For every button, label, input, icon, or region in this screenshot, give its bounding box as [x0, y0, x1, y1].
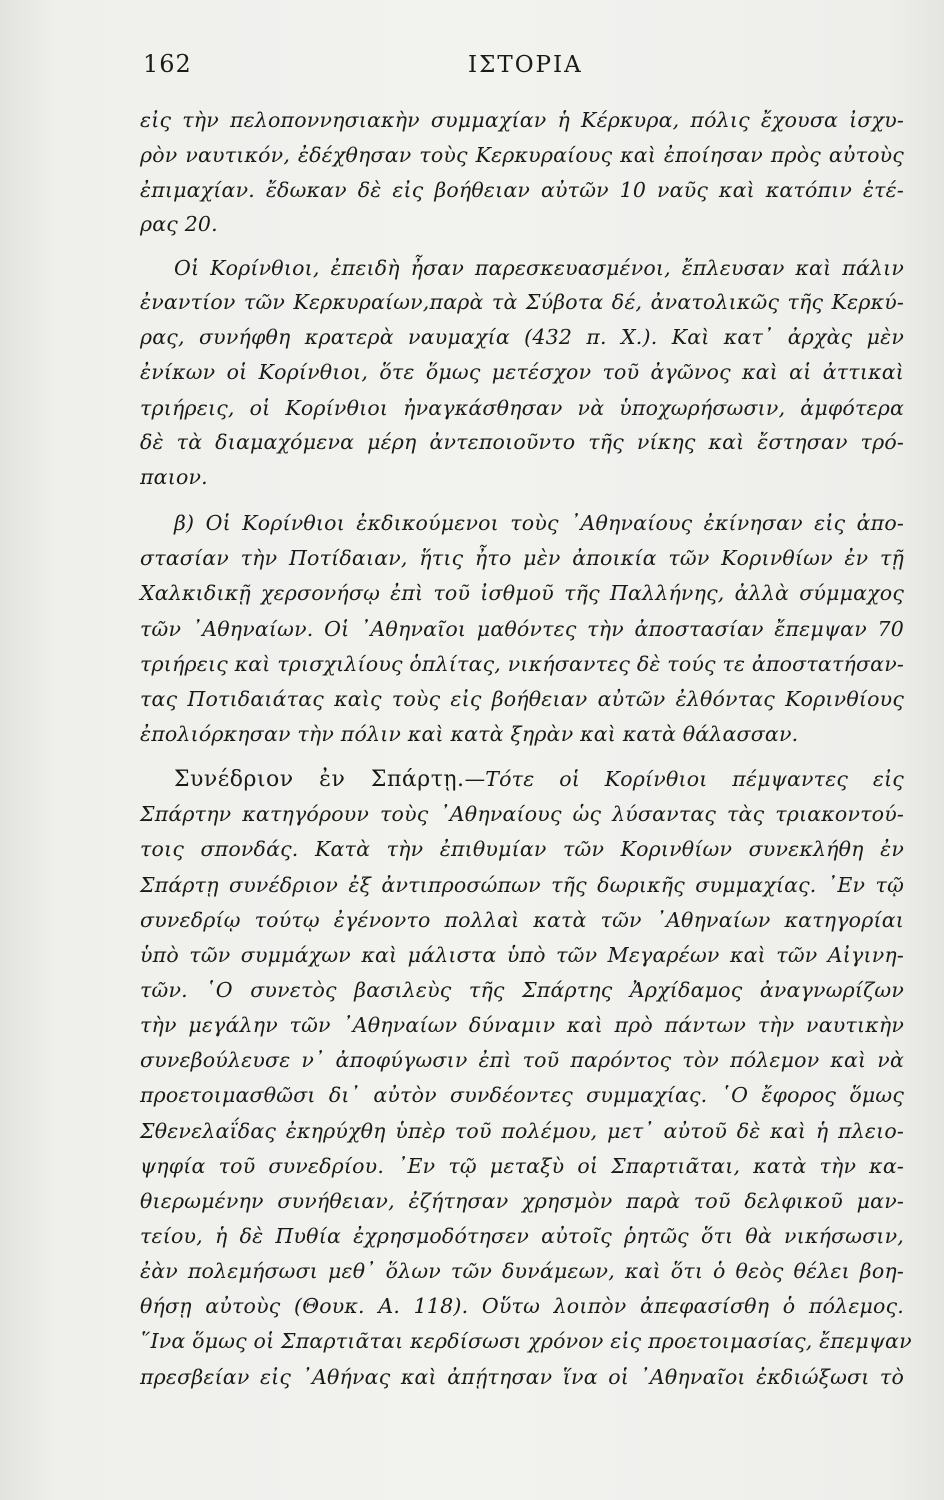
text-line: πρεσβείαν εἰς ᾿Αθήνας καὶ ἀπῄτησαν ἵνα οἱ ᾿Αθηναῖοι ἐκδιώξωσι τὸ: [140, 1365, 904, 1389]
section-heading: Συνέδριον ἐν Σπάρτῃ.: [174, 767, 465, 792]
text-line: Σπάρτῃ συνέδριον ἐξ ἀντιπροσώπων τῆς δωρικῆς συμμαχίας. ᾿Εν τῷ: [140, 873, 904, 897]
text-line: στασίαν τὴν Ποτίδαιαν, ἥτις ἦτο μὲν ἀποικία τῶν Κορινθίων ἐν τῇ: [140, 546, 904, 570]
text-line: τας Ποτιδαιάτας καὶς τοὺς εἰς βοήθειαν αὐτῶν ἐλθόντας Κορινθίους: [140, 687, 904, 711]
text-line: δὲ τὰ διαμαχόμενα μέρη ἀντεποιοῦντο τῆς νίκης καὶ ἔστησαν τρό-: [140, 430, 904, 454]
text-line: Οἱ Κορίνθιοι, ἐπειδὴ ἦσαν παρεσκευασμένοι, ἔπλευσαν καὶ πάλιν: [174, 256, 904, 280]
text-line: β) Οἱ Κορίνθιοι ἐκδικούμενοι τοὺς ᾿Αθηναίους ἐκίνησαν εἰς ἀπο-: [174, 511, 904, 535]
text-run: —Τότε οἱ Κορίνθιοι πέμψαντες εἰς: [464, 767, 904, 791]
page-number: 162: [143, 50, 192, 78]
text-line: προετοιμασθῶσι δι᾿ αὐτὸν συνδέοντες συμμαχίας. ῾Ο ἔφορος ὅμως: [140, 1083, 904, 1107]
text-line: τῶν. ῾Ο συνετὸς βασιλεὺς τῆς Σπάρτης Ἀρχίδαμος ἀναγνωρίζων: [140, 978, 904, 1002]
text-line: ἐὰν πολεμήσωσι μεθ᾿ ὅλων τῶν δυνάμεων, καὶ ὅτι ὁ θεὸς θέλει βοη-: [140, 1259, 904, 1283]
text-line: ψηφία τοῦ συνεδρίου. ᾿Εν τῷ μεταξὺ οἱ Σπαρτιᾶται, κατὰ τὴν κα-: [140, 1154, 904, 1178]
text-line: [174, 763, 904, 795]
text-line: εἰς τὴν πελοποννησιακὴν συμμαχίαν ἡ Κέρκυρα, πόλις ἔχουσα ἰσχυ-: [140, 108, 904, 132]
text-line: ὑπὸ τῶν συμμάχων καὶ μάλιστα ὑπὸ τῶν Μεγαρέων καὶ τῶν Αἰγινη-: [140, 943, 904, 967]
text-line: ρας 20.: [140, 212, 218, 236]
text-line: Χαλκιδικῇ χερσονήσῳ ἐπὶ τοῦ ἰσθμοῦ τῆς Παλλήνης, ἀλλὰ σύμμαχος: [140, 581, 904, 605]
text-line: ἐπολιόρκησαν τὴν πόλιν καὶ κατὰ ξηρὰν καὶ κατὰ θάλασσαν.: [140, 722, 799, 746]
text-line: τριήρεις καὶ τρισχιλίους ὁπλίτας, νικήσαντες δὲ τούς τε ἀποστατήσαν-: [140, 652, 904, 676]
text-line: Σπάρτην κατηγόρουν τοὺς ᾿Αθηναίους ὡς λύσαντας τὰς τριακοντού-: [140, 802, 904, 826]
text-line: τοις σπονδάς. Κατὰ τὴν ἐπιθυμίαν τῶν Κορινθίων συνεκλήθη ἐν: [140, 837, 904, 861]
text-line: Σθενελαΐδας ἐκηρύχθη ὑπὲρ τοῦ πολέμου, μετ᾿ αὐτοῦ δὲ καὶ ἡ πλειο-: [140, 1119, 904, 1143]
text-line: τῶν ᾿Αθηναίων. Οἱ ᾿Αθηναῖοι μαθόντες τὴν ἀποστασίαν ἔπεμψαν 70: [140, 617, 904, 641]
text-line: συνεδρίῳ τούτῳ ἐγένοντο πολλαὶ κατὰ τῶν ᾿Αθηναίων κατηγορίαι: [140, 908, 904, 932]
text-line: συνεβούλευσε ν᾿ ἀποφύγωσιν ἐπὶ τοῦ παρόντος τὸν πόλεμον καὶ νὰ: [140, 1048, 904, 1072]
text-line: τὴν μεγάλην τῶν ᾿Αθηναίων δύναμιν καὶ πρὸ πάντων τὴν ναυτικὴν: [140, 1013, 904, 1037]
page-header: [0, 50, 944, 84]
text-line: ρὸν ναυτικόν, ἐδέχθησαν τοὺς Κερκυραίους καὶ ἐποίησαν πρὸς αὐτοὺς: [140, 143, 904, 167]
running-title: ΙΣΤΟΡΙΑ: [468, 52, 583, 78]
text-line: τριήρεις, οἱ Κορίνθιοι ἠναγκάσθησαν νὰ ὑποχωρήσωσιν, ἀμφότερα: [140, 396, 904, 420]
text-line: τείου, ἡ δὲ Πυθία ἐχρησμοδότησεν αὐτοῖς ῥητῶς ὅτι θὰ νικήσωσιν,: [140, 1224, 904, 1248]
text-line: ἐναντίον τῶν Κερκυραίων,παρὰ τὰ Σύβοτα δέ, ἀνατολικῶς τῆς Κερκύ-: [140, 290, 904, 314]
text-line: θιερωμένην συνήθειαν, ἐζήτησαν χρησμὸν παρὰ τοῦ δελφικοῦ μαν-: [140, 1189, 904, 1213]
text-line: θήσῃ αὐτοὺς (Θουκ. Α. 118). Οὕτω λοιπὸν ἀπεφασίσθη ὁ πόλεμος.: [140, 1294, 904, 1318]
text-line: παιον.: [140, 465, 208, 489]
text-line: ῞Ινα ὅμως οἱ Σπαρτιᾶται κερδίσωσι χρόνον εἰς προετοιμασίας, ἔπεμψαν: [140, 1329, 912, 1353]
text-line: ἐνίκων οἱ Κορίνθιοι, ὅτε ὅμως μετέσχον τοῦ ἀγῶνος καὶ αἱ ἀττικαὶ: [140, 360, 904, 384]
text-line: ρας, συνήφθη κρατερὰ ναυμαχία (432 π. Χ.). Καὶ κατ᾿ ἀρχὰς μὲν: [140, 325, 904, 349]
text-line: ἐπιμαχίαν. ἔδωκαν δὲ εἰς βοήθειαν αὐτῶν 10 ναῦς καὶ κατόπιν ἑτέ-: [140, 178, 904, 202]
